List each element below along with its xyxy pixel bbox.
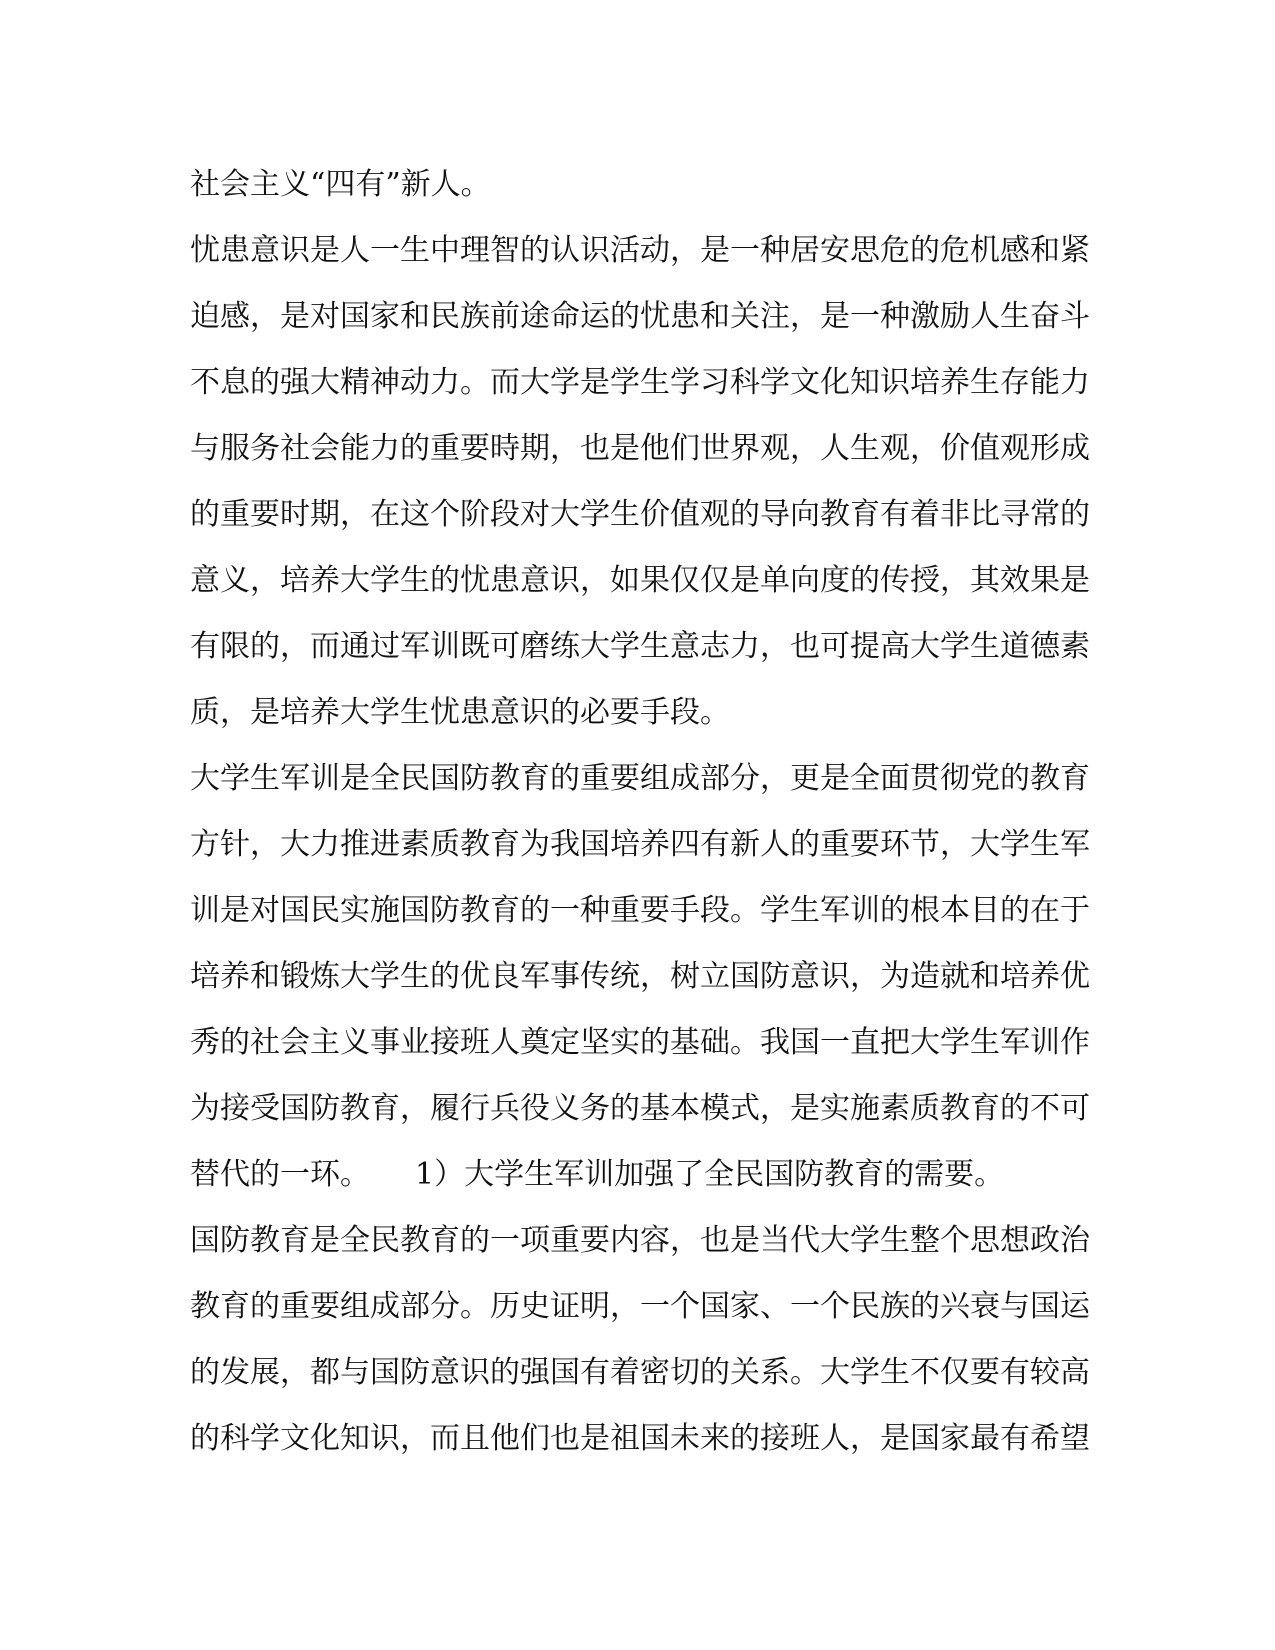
text-line: 的科学文化知识，而且他们也是祖国未来的接班人，是国家最有希望 bbox=[190, 1421, 1090, 1456]
text-line: 不息的强大精神动力。而大学是学生学习科学文化知识培养生存能力 bbox=[190, 365, 1090, 400]
text-line: 有限的，而通过军训既可磨练大学生意志力，也可提高大学生道德素 bbox=[190, 629, 1090, 664]
text-line: 社会主义“四有”新人。 bbox=[190, 167, 491, 202]
text-line: 忧患意识是人一生中理智的认识活动，是一种居安思危的危机感和紧 bbox=[190, 233, 1090, 268]
text-line: 大学生军训是全民国防教育的重要组成部分，更是全面贯彻党的教育 bbox=[190, 761, 1090, 796]
text-line: 培养和锻炼大学生的优良军事传统，树立国防意识，为造就和培养优 bbox=[190, 959, 1090, 994]
text-line: 秀的社会主义事业接班人奠定坚实的基础。我国一直把大学生军训作 bbox=[190, 1025, 1090, 1060]
text-line: 替代的一环。 1）大学生军训加强了全民国防教育的需要。 bbox=[190, 1157, 1005, 1192]
body-text bbox=[190, 163, 1090, 1483]
text-line: 训是对国民实施国防教育的一种重要手段。学生军训的根本目的在于 bbox=[190, 893, 1090, 928]
text-line: 为接受国防教育，履行兵役义务的基本模式，是实施素质教育的不可 bbox=[190, 1091, 1090, 1126]
text-line: 的重要时期，在这个阶段对大学生价值观的导向教育有着非比寻常的 bbox=[190, 497, 1090, 532]
text-line: 迫感，是对国家和民族前途命运的忧患和关注，是一种激励人生奋斗 bbox=[190, 299, 1090, 334]
text-line: 教育的重要组成部分。历史证明，一个国家、一个民族的兴衰与国运 bbox=[190, 1289, 1090, 1324]
text-line: 质，是培养大学生忧患意识的必要手段。 bbox=[190, 695, 730, 730]
text-line: 的发展，都与国防意识的强国有着密切的关系。大学生不仅要有较高 bbox=[190, 1355, 1090, 1390]
text-line: 意义，培养大学生的忧患意识，如果仅仅是单向度的传授，其效果是 bbox=[190, 563, 1090, 598]
text-line: 与服务社会能力的重要時期，也是他们世界观，人生观，价值观形成 bbox=[190, 431, 1090, 466]
text-line: 国防教育是全民教育的一项重要内容，也是当代大学生整个思想政治 bbox=[190, 1223, 1090, 1258]
text-line: 方针，大力推进素质教育为我国培养四有新人的重要环节，大学生军 bbox=[190, 827, 1090, 862]
